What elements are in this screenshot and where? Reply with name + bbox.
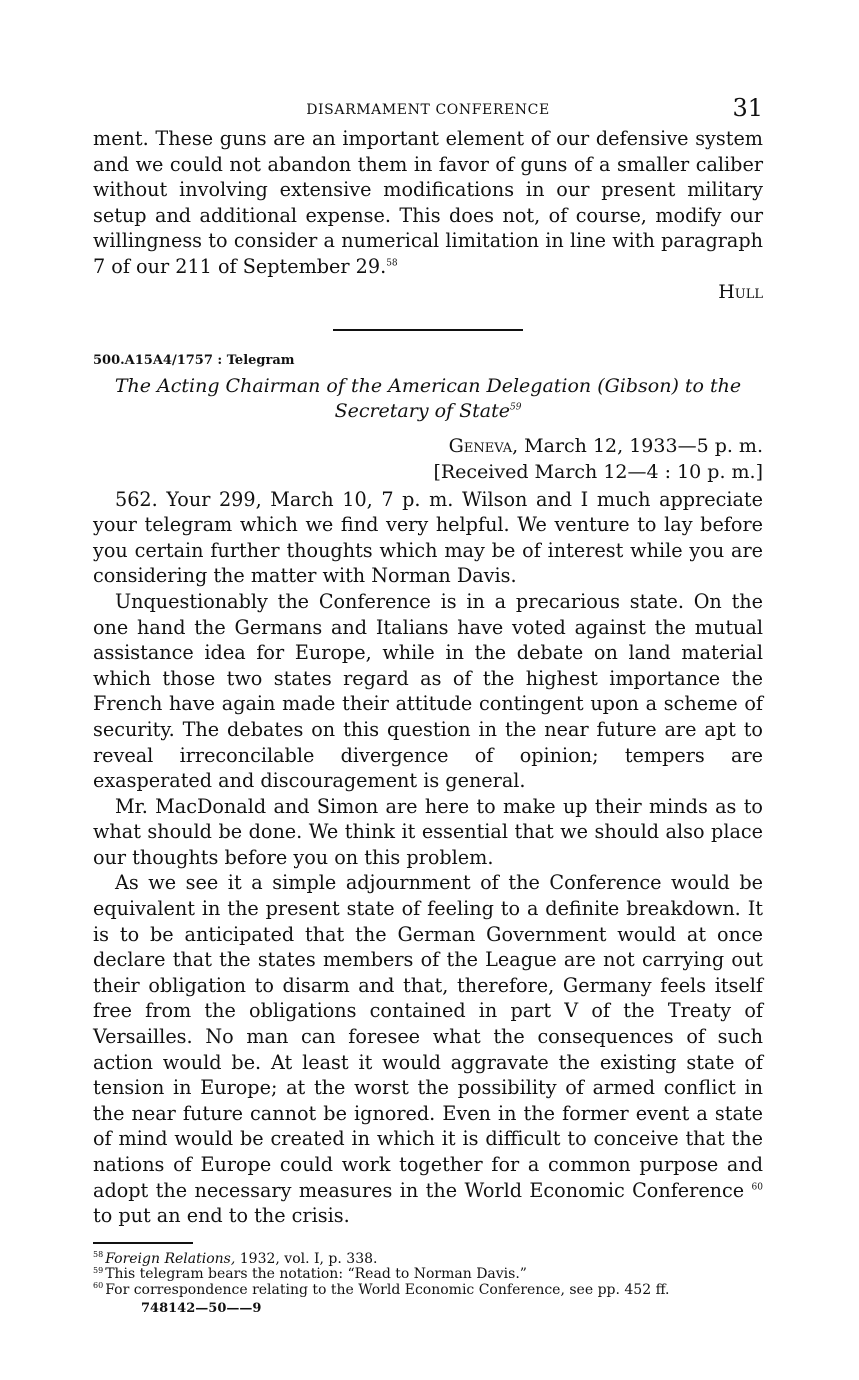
footnote-59: $^{59}$ This telegram bears the notation: “Read to Norman Davis.” <box>93 1265 527 1283</box>
section-divider <box>333 329 523 331</box>
page-number: 31 <box>732 94 763 122</box>
footnote-divider <box>93 1242 193 1244</box>
date: March 12, 1933—5 p. m. <box>524 434 763 457</box>
document-title: The Acting Chairman of the American Delegation (Gibson) to the Secretary of State$^{59}$ <box>114 374 742 422</box>
footnote-58: $^{58}$ Foreign Relations, 1932, vol. I, p. 338. <box>93 1250 378 1267</box>
continuation-text <box>93 126 763 280</box>
print-code: 748142—50——9 <box>141 1301 262 1317</box>
paragraph: As we see it a simple adjournment of the Conference would be equivalent in the present state of feeling to a definite breakdown. It is to be anticipated that the German Government would at once declare that the states members of the League are not carrying out their obligation to disarm and that, therefore, Germany feels itself free from the obligations contained in part V of the Treaty of Versailles. No man can foresee what the consequences of such action would be. At least it would aggravate the existing state of tension in Europe; at the worst the possibility of armed conflict in the near future cannot be ignored. Even in the former event a state of mind would be created in which it is difficult to conceive that the nations of Europe could work together for a common purpose and adopt the necessary measures in the World Economic Conference $^{60}$ to put an end to the crisis. <box>93 871 763 1228</box>
footnote-60: $^{60}$ For correspondence relating to the World Economic Conference, see pp. 452 ff. <box>93 1281 670 1298</box>
telegram-body <box>93 487 763 1229</box>
footnote-ref-60: 60 <box>751 1182 763 1193</box>
page-header <box>93 94 763 126</box>
signature: Hull <box>718 280 763 303</box>
footnote-ref-59: 59 <box>509 402 522 413</box>
continuation-paragraph: ment. These guns are an important element of our defensive system and we could not abandon them in favor of guns of a smaller caliber without involving extensive modifications in our present military setup and additional expense. This does not, of course, modify our willingness to consider a numerical limitation in line with paragraph 7 of our 211 of September 29.58 <box>93 127 763 278</box>
paragraph: Unquestionably the Conference is in a precarious state. On the one hand the Germans and Italians have voted against the mutual assistance idea for Europe, while in the debate on land material which those two states regard as of the highest importance the French have again made their attitude contingent upon a scheme of security. The debates on this question in the near future are apt to reveal irreconcilable divergence of opinion; tempers are exasperated and discouragement is general. <box>93 589 763 793</box>
place-date <box>93 434 763 460</box>
paragraph: Mr. MacDonald and Simon are here to make up their minds as to what should be done. We think it essential that we should also place our thoughts before you on this problem. <box>93 794 763 869</box>
file-reference: 500.A15A4/1757 : Telegram <box>93 352 295 368</box>
footnote-ref-58: 58 <box>386 258 398 269</box>
document-page <box>93 94 763 1316</box>
place: Geneva, <box>448 434 519 457</box>
received-line: [Received March 12—4 : 10 p. m.] <box>433 461 763 484</box>
footnotes <box>93 1252 763 1299</box>
running-title: DISARMAMENT CONFERENCE <box>306 102 550 118</box>
paragraph: 562. Your 299, March 10, 7 p. m. Wilson and I much appreciate your telegram which we find very helpful. We venture to lay before you certain further thoughts which may be of interest while you are considering the matter with Norman Davis. <box>93 487 763 588</box>
